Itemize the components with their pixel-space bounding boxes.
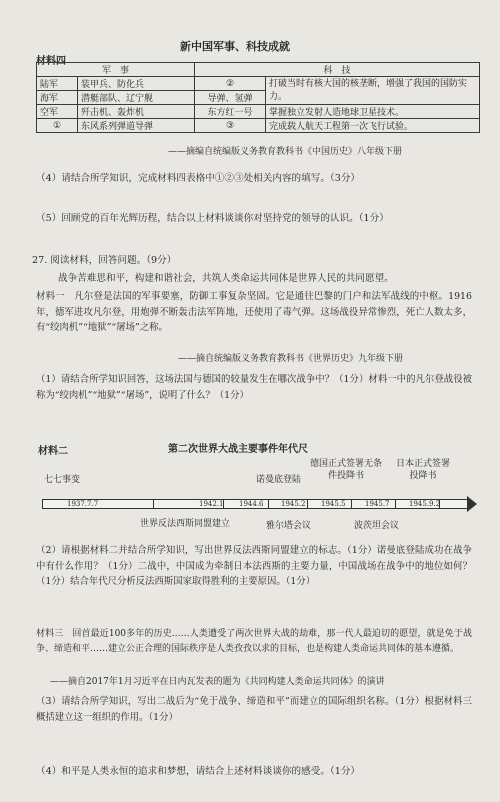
- question-27-heading: 27. 阅读材料，回答问题。（9分）: [32, 255, 177, 266]
- timeline-event: 波茨坦会议: [354, 521, 400, 531]
- question-27-2: （2）请根据材料二并结合所学知识，写出世界反法西斯同盟建立的标志。（1分）诺曼底登陆成功在战争中有什么作用？（1分）二战中，中国成为牵制日本法西斯的主要力量，中国战场在战争中的地位如何？（1分）结合年代尺分析反法西斯国家取得胜利的主要原因。（1分）: [36, 545, 472, 587]
- table-cell-military: 装甲兵、防化兵: [78, 77, 195, 91]
- question-27-3: （3）请结合所学知识，写出二战后为“免于战争、缔造和平”而建立的国际组织名称。（1分）根据材料三概括建立这一组织的作用。（1分）: [36, 696, 472, 723]
- timeline-segment: [307, 500, 308, 508]
- table-cell-branch: 陆军: [37, 77, 78, 91]
- material1-text: 材料一 凡尔登是法国的军事要塞，防御工事复杂坚固。它是通往巴黎的门户和法军战线的中枢。1916年，德军进攻凡尔登，用炮弹不断轰击法军阵地，还使用了毒气弹。这场战役异常惨烈，死亡人数太多，有“绞肉机”“地狱”“屠场”之称。: [36, 291, 472, 333]
- timeline-date: 1945.2: [281, 500, 306, 508]
- material3-text: 材料三 回首最近100多年的历史……人类遭受了两次世界大战的劫难，那一代人最迫切的愿望，就是免于战争、缔造和平……建立公正合理的国际秩序是人类孜孜以求的目标，也是构建人类命运共同体的基本遵循。: [36, 629, 472, 654]
- timeline-event: 德国正式签署无条件投降书: [309, 459, 382, 481]
- table-cell-sci-note: 打破当时有核大国的核垄断，增强了我国的国防实力。: [266, 77, 480, 105]
- table-head-military: 军 事: [37, 63, 195, 77]
- material3-source: ——摘自2017年1月习近平在日内瓦发表的题为《共同构建人类命运共同体》的演讲: [50, 677, 385, 687]
- question-27-1: （1）请结合所学知识回答，这场法国与德国的较量发生在哪次战争中？（1分）材料一中的凡尔登战役被称为“绞肉机”“地狱”“屠场”，说明了什么？（1分）: [36, 374, 472, 401]
- timeline-date: 1945.9.2: [409, 500, 441, 508]
- timeline-arrow: [467, 496, 477, 512]
- question-26-5: （5）回顾党的百年光辉历程，结合以上材料谈谈你对坚持党的领导的认识。（1分）: [36, 213, 389, 224]
- question-27-4: （4）和平是人类永恒的追求和梦想，请结合上述材料谈谈你的感受。（1分）: [36, 766, 361, 777]
- material4-title: 新中国军事、科技成就: [180, 40, 290, 53]
- timeline-bar: [42, 499, 469, 509]
- timeline-date: 1942.1: [199, 500, 224, 508]
- timeline-segment: [395, 500, 396, 508]
- table-cell-sci-item: ②: [195, 77, 266, 91]
- material4-source: ——摘编自统编版义务教育教科书《中国历史》八年级下册: [168, 147, 403, 157]
- timeline-date: 1945.7: [365, 500, 390, 508]
- question-27-intro: 战争苦难思和平，构建和谐社会，共筑人类命运共同体是世界人民的共同愿望。: [58, 273, 394, 284]
- timeline-date: 1937.7.7: [67, 500, 99, 508]
- table-cell-branch: ①: [37, 119, 78, 133]
- table-cell-sci-item: 导弹、氢弹: [195, 91, 266, 105]
- table-cell-sci-note: 完成载人航天工程第一次飞行试验。: [266, 119, 480, 133]
- timeline-event: 诺曼底登陆: [256, 475, 302, 485]
- table-cell-military: 潜艇部队、辽宁舰: [78, 91, 195, 105]
- timeline-segment: [351, 500, 352, 508]
- timeline-event: 雅尔塔会议: [266, 521, 312, 531]
- material4-label: 材料四: [36, 56, 66, 67]
- table-cell-branch: 海军: [37, 91, 78, 105]
- timeline-event: 世界反法西斯同盟建立: [140, 519, 231, 529]
- table-cell-military: 东风系列弹道导弹: [78, 119, 195, 133]
- material1-source: ——摘自统编版义务教育教科书《世界历史》九年级下册: [178, 354, 404, 364]
- table-cell-sci-item: 东方红一号: [195, 105, 266, 119]
- table-cell-military: 歼击机、轰炸机: [78, 105, 195, 119]
- table-cell-branch: 空军: [37, 105, 78, 119]
- timeline-segment: [153, 500, 154, 508]
- material4-table: [36, 62, 480, 133]
- table-cell-sci-note: 掌握独立发射人造地球卫星技术。: [266, 105, 480, 119]
- material2-label: 材料二: [38, 446, 68, 457]
- table-head-science: 科 技: [195, 63, 480, 77]
- table-cell-sci-item: ③: [195, 119, 266, 133]
- question-26-4: （4）请结合所学知识，完成材料四表格中①②③处相关内容的填写。（3分）: [36, 173, 361, 184]
- timeline-event: 日本正式签署投降书: [395, 459, 450, 481]
- material2-title: 第二次世界大战主要事件年代尺: [168, 444, 308, 455]
- timeline-event: 七七事变: [44, 475, 81, 485]
- timeline-segment: [268, 500, 269, 508]
- timeline-date: 1945.5: [321, 500, 346, 508]
- timeline-date: 1944.6: [239, 500, 264, 508]
